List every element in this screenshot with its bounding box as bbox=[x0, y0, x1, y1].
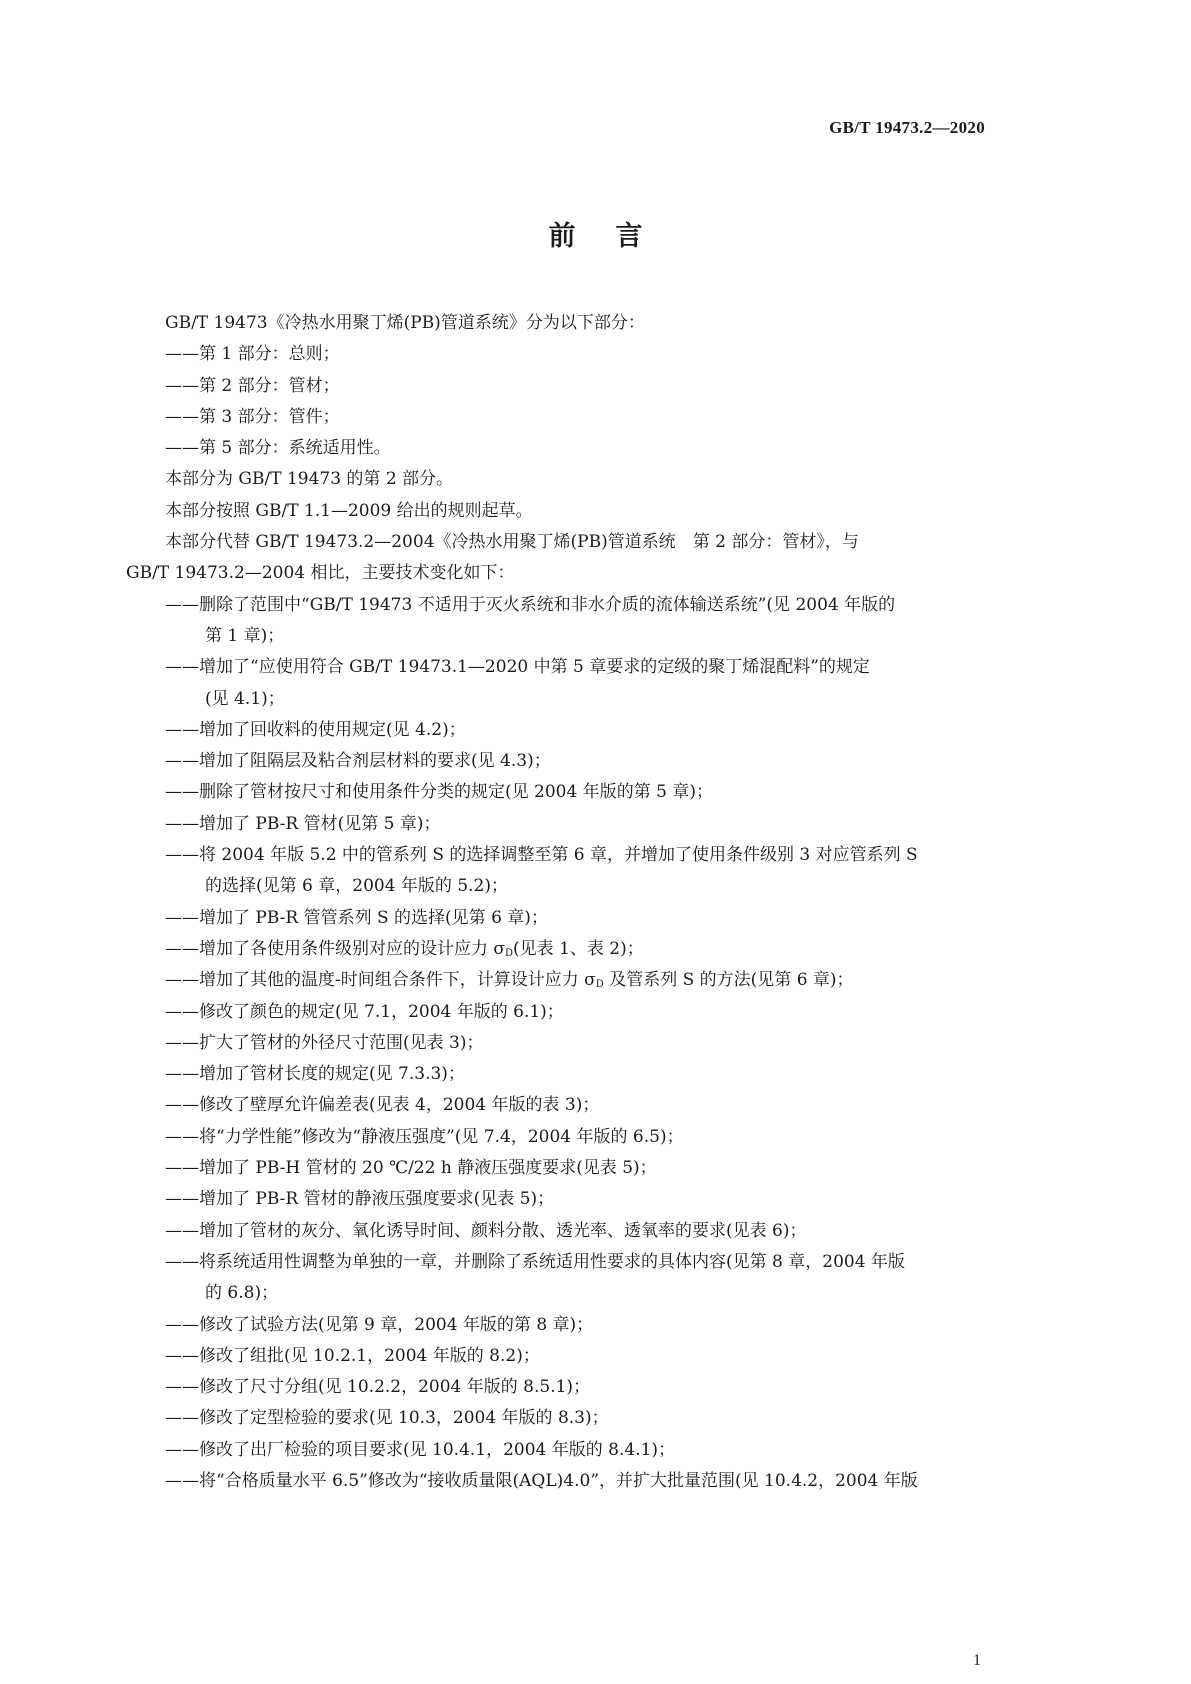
change-text: ——修改了颜色的规定(见 7.1，2004 年版的 6.1)； bbox=[165, 1001, 564, 1022]
replaces-paragraph-cont: GB/T 19473.2—2004 相比，主要技术变化如下： bbox=[126, 563, 515, 584]
this-part-paragraph: 本部分为 GB/T 19473 的第 2 部分。 bbox=[165, 469, 454, 490]
title-char: 前 bbox=[548, 221, 576, 252]
change-item bbox=[126, 777, 984, 808]
change-item bbox=[126, 715, 984, 746]
part-item: ——第 1 部分：总则； bbox=[165, 344, 340, 365]
change-item bbox=[126, 1403, 984, 1434]
change-text: ——增加了阻隔层及粘合剂层材料的要求(见 4.3)； bbox=[165, 751, 551, 772]
subscript: D bbox=[595, 979, 604, 991]
change-item bbox=[126, 652, 984, 683]
change-text: ——增加了其他的温度-时间组合条件下，计算设计应力 σ bbox=[165, 970, 596, 991]
change-item bbox=[126, 1216, 984, 1247]
change-text: ——增加了 PB-R 管材的静液压强度要求(见表 5)； bbox=[165, 1189, 555, 1210]
page-number: 1 bbox=[973, 1652, 981, 1669]
change-item bbox=[126, 1310, 984, 1341]
change-text: ——增加了 PB-H 管材的 20 ℃/22 h 静液压强度要求(见表 5)； bbox=[165, 1158, 657, 1179]
change-item bbox=[126, 840, 984, 871]
change-item bbox=[126, 934, 984, 965]
change-text: ——将“合格质量水平 6.5”修改为“接收质量限(AQL)4.0”，并扩大批量范围(见 10.4.2，2004 年版 bbox=[165, 1470, 918, 1491]
changes-list bbox=[126, 590, 984, 1498]
change-item bbox=[126, 1028, 984, 1059]
change-item bbox=[126, 590, 984, 621]
change-text: ——修改了组批(见 10.2.1，2004 年版的 8.2)； bbox=[165, 1345, 540, 1366]
change-item-cont: 的选择(见第 6 章，2004 年版的 5.2)； bbox=[205, 876, 508, 897]
change-text: ——修改了尺寸分组(见 10.2.2，2004 年版的 8.5.1)； bbox=[165, 1377, 591, 1398]
change-item bbox=[126, 965, 984, 996]
change-text: ——将系统适用性调整为单独的一章，并删除了系统适用性要求的具体内容(见第 8 章，2004 年版 bbox=[165, 1251, 905, 1272]
change-item bbox=[126, 1341, 984, 1372]
change-text: ——删除了范围中“GB/T 19473 不适用于灭火系统和非水介质的流体输送系统”(见 2004 年版的 bbox=[165, 594, 896, 615]
foreword-body bbox=[126, 308, 984, 1497]
change-item bbox=[126, 1153, 984, 1184]
change-item bbox=[126, 1122, 984, 1153]
subscript: D bbox=[505, 947, 514, 959]
change-text: ——修改了试验方法(见第 9 章，2004 年版的第 8 章)； bbox=[165, 1314, 594, 1335]
change-item bbox=[126, 1059, 984, 1090]
change-text: ——增加了 PB-R 管材(见第 5 章)； bbox=[165, 813, 441, 834]
change-text: ——修改了出厂检验的项目要求(见 10.4.1，2004 年版的 8.4.1)； bbox=[165, 1439, 676, 1460]
drafting-paragraph: 本部分按照 GB/T 1.1—2009 给出的规则起草。 bbox=[165, 500, 533, 521]
change-text: ——增加了回收料的使用规定(见 4.2)； bbox=[165, 719, 466, 740]
change-text: ——增加了 PB-R 管管系列 S 的选择(见第 6 章)； bbox=[165, 907, 548, 928]
change-text: ——删除了管材按尺寸和使用条件分类的规定(见 2004 年版的第 5 章)； bbox=[165, 782, 713, 803]
change-text: ——增加了管材长度的规定(见 7.3.3)； bbox=[165, 1064, 465, 1085]
change-text: ——将“力学性能”修改为“静液压强度”(见 7.4，2004 年版的 6.5)； bbox=[165, 1126, 684, 1147]
intro-paragraph: GB/T 19473《冷热水用聚丁烯(PB)管道系统》分为以下部分： bbox=[165, 313, 645, 333]
change-text: ——增加了管材的灰分、氧化诱导时间、颜料分散、透光率、透氧率的要求(见表 6)； bbox=[165, 1220, 807, 1241]
change-text: ——扩大了管材的外径尺寸范围(见表 3)； bbox=[165, 1032, 484, 1053]
change-item bbox=[126, 1372, 984, 1403]
change-text: ——修改了定型检验的要求(见 10.3，2004 年版的 8.3)； bbox=[165, 1408, 609, 1429]
change-item bbox=[126, 1090, 984, 1121]
change-item bbox=[126, 809, 984, 840]
page-title bbox=[0, 214, 1191, 253]
change-text: (见表 1、表 2)； bbox=[513, 938, 644, 959]
change-item-cont: 第 1 章)； bbox=[205, 625, 285, 646]
part-item: ——第 5 部分：系统适用性。 bbox=[165, 438, 391, 459]
document-number: GB/T 19473.2—2020 bbox=[829, 118, 985, 137]
change-text: 及管系列 S 的方法(见第 6 章)； bbox=[603, 970, 854, 991]
change-text: ——将 2004 年版 5.2 中的管系列 S 的选择调整至第 6 章，并增加了使用条件级别 3 对应管系列 S bbox=[165, 845, 918, 866]
change-item bbox=[126, 997, 984, 1028]
change-text: ——增加了各使用条件级别对应的设计应力 σ bbox=[165, 938, 506, 959]
part-item: ——第 3 部分：管件； bbox=[165, 406, 340, 427]
change-item-cont: (见 4.1)； bbox=[205, 688, 285, 709]
change-item bbox=[126, 1184, 984, 1215]
change-item bbox=[126, 746, 984, 777]
change-text: ——增加了“应使用符合 GB/T 19473.1—2020 中第 5 章要求的定级的聚丁烯混配料”的规定 bbox=[165, 657, 870, 678]
change-item bbox=[126, 903, 984, 934]
title-char: 言 bbox=[615, 221, 643, 252]
change-item bbox=[126, 1247, 984, 1278]
part-item: ——第 2 部分：管材； bbox=[165, 375, 340, 396]
replaces-paragraph: 本部分代替 GB/T 19473.2—2004《冷热水用聚丁烯(PB)管道系统 第 2 部分：管材》，与 bbox=[165, 532, 859, 553]
change-item bbox=[126, 1466, 984, 1497]
change-item-cont: 的 6.8)； bbox=[205, 1283, 279, 1304]
change-text: ——修改了壁厚允许偏差表(见表 4，2004 年版的表 3)； bbox=[165, 1095, 600, 1116]
change-item bbox=[126, 1435, 984, 1466]
